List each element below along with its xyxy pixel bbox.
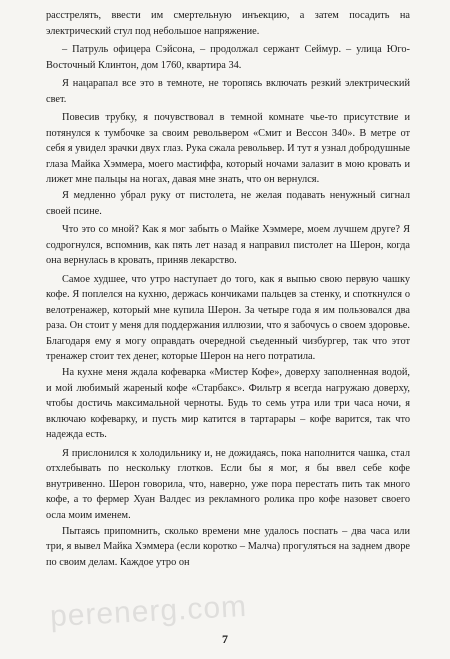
paragraph: Я прислонился к холодильнику и, не дожидаясь, пока наполнится чашка, стал отхлебывать по нескольку глотков. Если бы я мог, я бы ввел себе кофе внутривенно. Шерон говорила, что, наверно, уже пора перестать пить так много кофе, а то фермер Хуан Валдес из рекламного ролика про кофе назовет своего осла моим именем. — [46, 447, 410, 521]
paragraph: Что это со мной? Как я мог забыть о Майке Хэммере, моем лучшем друге? Я содрогнулся, вспомнив, как пять лет назад я направил пистолет на Шерон, когда она вернулась в кровать, приняв лекарство. — [46, 224, 410, 267]
page-number: 7 — [222, 632, 228, 646]
paragraph: – Патруль офицера Сэйсона, – продолжал сержант Сеймур. – улица Юго-Восточный Клинтон, дом 1760, квартира 34. — [46, 44, 410, 71]
paragraph: Повесив трубку, я почувствовал в темной комнате чье-то присутствие и потянулся к тумбочке за своим револьвером «Смит и Вессон 340». В метре от себя я увидел зрачки двух глаз. Рука сжала револьвер. И тут я узнал добродушные глаза Майка Хэммера, моего мастиффа, который ночами залазит в мою кровать и лижет мне пальцы на ногах, давая мне знать, что он вернулся. — [46, 112, 410, 186]
paragraph: Я медленно убрал руку от пистолета, не желая подавать ненужный сигнал своей псине. — [46, 190, 410, 217]
paragraph: Я нацарапал все это в темноте, не торопясь включать резкий электрический свет. — [46, 78, 410, 105]
paragraph: расстрелять, ввести им смертельную инъекцию, а затем посадить на электрический стул под небольшое напряжение. — [46, 10, 410, 37]
paragraph: Самое худшее, что утро наступает до того, как я выпью свою первую чашку кофе. Я поплелся на кухню, держась кончиками пальцев за стенку, и споткнулся о велотренажер, который мне купила Шерон. За четыре года я им пользовался два раза. Он стоит у меня для поддержания иллюзии, что я забочусь о своем здоровье. Благодаря ему я могу оправдать очередной съеденный чизбургер, так что этот тренажер стоит тех денег, которые Шерон на него потратила. — [46, 273, 410, 363]
watermark: perenerg.com — [49, 589, 248, 634]
paragraph: На кухне меня ждала кофеварка «Мистер Кофе», доверху заполненная водой, и мой любимый жареный кофе «Старбакс». Фильтр я всегда нагружаю доверху, чтобы достичь максимальной черноты. Будь то семь утра или три часа ночи, я включаю кофеварку, и пусть мир катится в тартарары – кофе варится, так что надежда есть. — [46, 367, 410, 441]
page-text — [46, 8, 410, 570]
paragraph: Пытаясь припомнить, сколько времени мне удалось поспать – два часа или три, я вывел Майка Хэммера (если коротко – Малча) прогуляться на заднем дворе по своим делам. Каждое утро он — [46, 525, 410, 568]
